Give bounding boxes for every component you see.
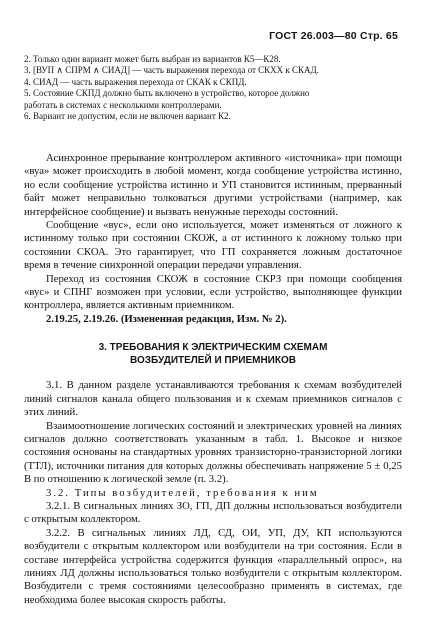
- note-2: 2. Только один вариант может быть выбран из вариантов К5—К28.: [24, 54, 281, 64]
- page-header: ГОСТ 26.003—80 Стр. 65: [269, 30, 398, 42]
- note-4: 4. СИАД — часть выражения перехода от СКАК к СКПД.: [24, 76, 247, 87]
- paragraph-state-transition: Переход из состояния СКОЖ в состояние СКРЗ при помощи сообщения «вус» и СПНГ возможен при условии, если устройство, выполняющее функции контроллера, является активным приемником.: [24, 272, 402, 312]
- note-3: 3. [ВУП ∧ СПРМ ∧ СИАД] — часть выражения перехода от СКХХ к СКАД.: [24, 65, 319, 76]
- table-notes: [24, 54, 402, 122]
- paragraph-amendment: 2.19.25, 2.19.26. (Измененная редакция, Изм. № 2).: [46, 312, 287, 325]
- paragraph-3-2-1: 3.2.1. В сигнальных линиях ЗО, ГП, ДП должны использоваться возбудители с открытым коллектором.: [24, 499, 402, 526]
- paragraph-logic-levels: Взаимоотношение логических состояний и электрических уровней на линиях сигналов должно соответствовать указанным в табл. 1. Высокое и низкое состояния основаны на стандартных уровнях транзисторно-транзисторной логики (ТТЛ), источники питания для которых должны обеспечивать напряжение 5 ± 0,25 В по отношению к логической земле (п. 3.2).: [24, 419, 402, 486]
- section-title-line-2: ВОЗБУДИТЕЛЕЙ И ПРИЕМНИКОВ: [130, 354, 296, 366]
- note-5-continued: работать в системах с несколькими контроллерами.: [24, 99, 222, 110]
- paragraph-vus-message: Сообщение «вус», если оно используется, может изменяться от ложного к истинному только при состоянии СКОЖ, а от истинного к ложному только при состоянии СКОА. Это гарантирует, что ГП сохраняется ложным достаточное время в течение синхронной операции передачи управления.: [24, 219, 402, 272]
- paragraph-async-interrupt: Асинхронное прерывание контроллером активного «источника» при помощи «вуа» может происходить в любой момент, когда сообщение устройства истинно, но если сообщение устройства истинно и УП становится истинным, прерванный байт может неправильно толковаться другими устройствами (например, как интерфейсное сообщение) и вызвать ненужные переходы состояний.: [24, 152, 402, 218]
- section-title-line-1: 3. ТРЕБОВАНИЯ К ЭЛЕКТРИЧЕСКИМ СХЕМАМ: [98, 342, 328, 354]
- main-text: [24, 152, 402, 607]
- section-title: [24, 342, 402, 367]
- note-5: 5. Состояние СКПД должно быть включено в устройство, которое должно: [24, 88, 310, 99]
- note-6: 6. Вариант не допустим, если не включен вариант К2.: [24, 111, 231, 122]
- paragraph-3-2-2: 3.2.2. В сигнальных линиях ЛД, СД, ОИ, УП, ДУ, КП используются возбудители с открытым коллектором или возбудители на три состояния. Если в составе интерфейса устройства содержится функция «параллельный опрос», на линиях ЛД должны использоваться только возбудители с открытым коллектором. Возбудители с тремя состояниями целесообразно применять в системах, где необходима более высокая скорость работы.: [24, 526, 402, 606]
- paragraph-3-1: 3.1. В данном разделе устанавливаются требования к схемам возбудителей линий сигналов канала общего пользования и к схемам приемников сигналов с этих линий.: [24, 379, 402, 419]
- subsection-3-2-heading: 3.2. Типы возбудителей, требования к ним: [46, 486, 319, 499]
